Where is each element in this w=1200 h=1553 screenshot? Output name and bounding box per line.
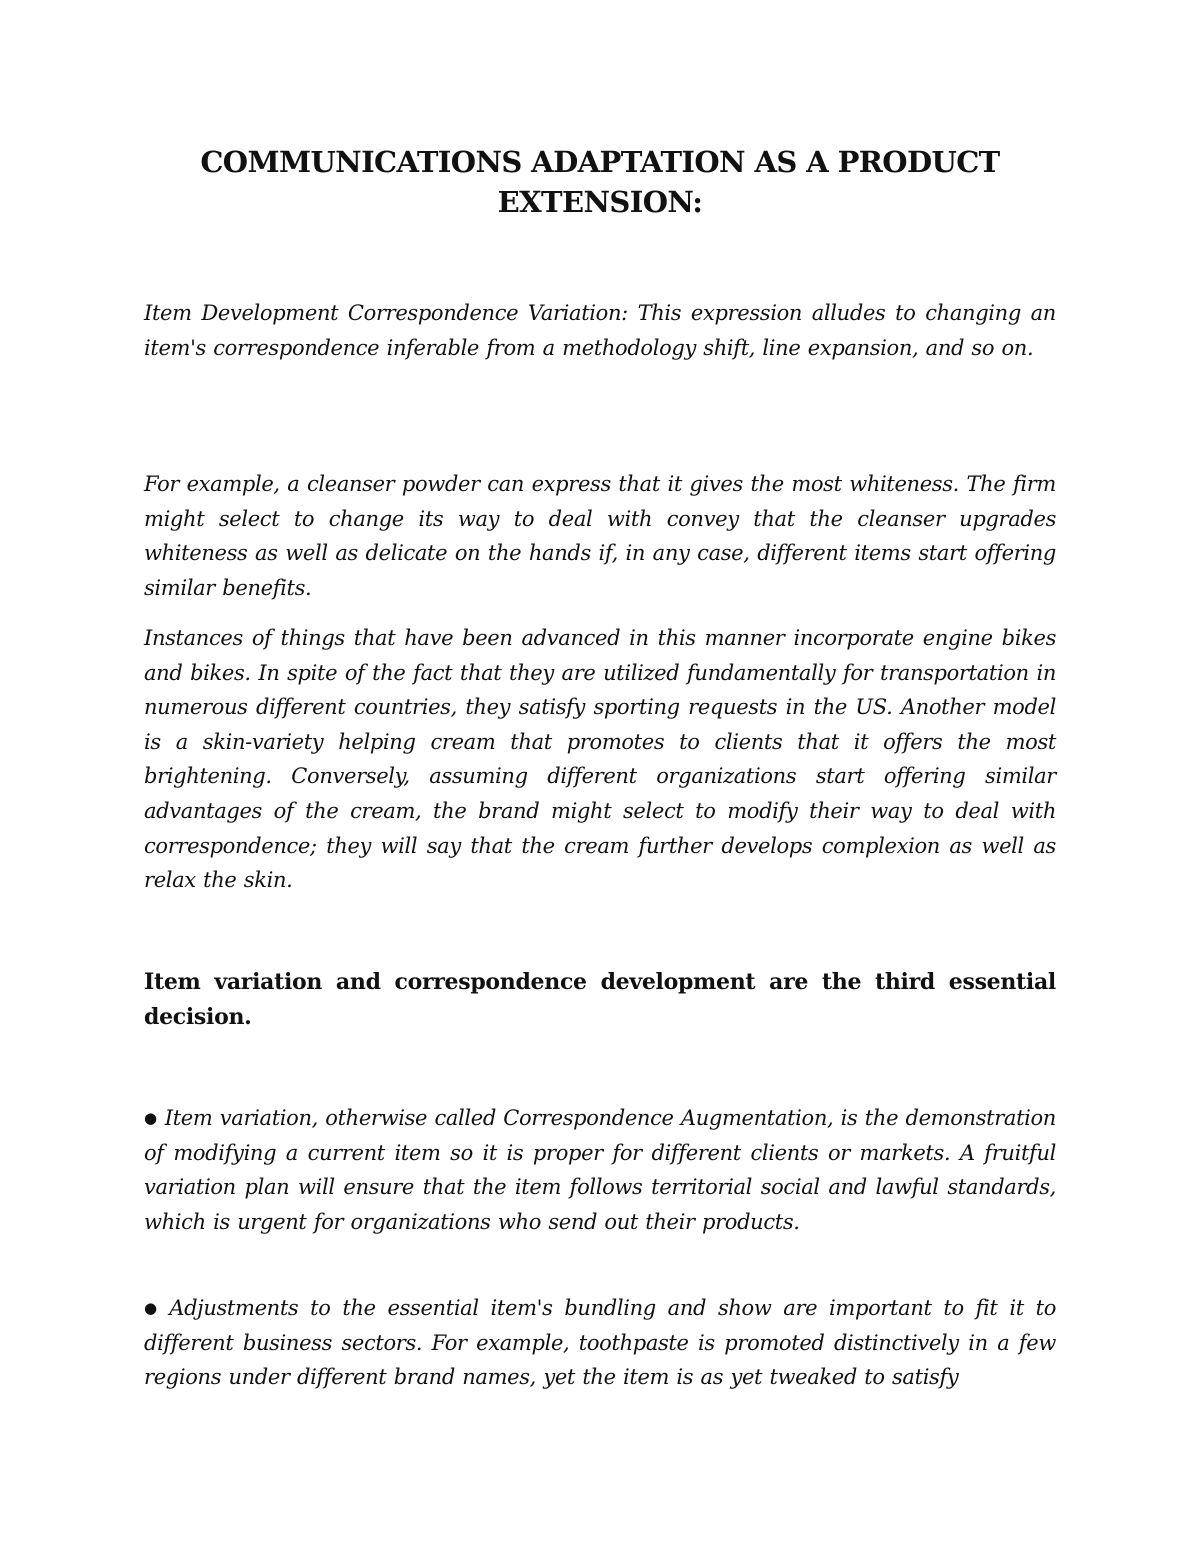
title-line-1: COMMUNICATIONS ADAPTATION AS A PRODUCT xyxy=(200,145,1000,179)
document-page xyxy=(144,0,1056,1553)
title-line-2: EXTENSION: xyxy=(497,185,703,219)
bullet-item-variation xyxy=(144,1101,1056,1239)
bullet-icon: ● xyxy=(144,1109,157,1127)
document-title xyxy=(144,142,1056,222)
bullet-adjustments xyxy=(144,1291,1056,1395)
section-heading: Item variation and correspondence development are the third essential decision. xyxy=(144,969,1056,1030)
paragraph-instances: Instances of things that have been advanced in this manner incorporate engine bikes and bikes. In spite of the fact that they are utilized fundamentally for transportation in numerous different countries, they satisfy sporting requests in the US. Another model is a skin-variety helping cream that promotes to clients that it offers the most brightening. Conversely, assuming different organizations start offering similar advantages of the cream, the brand might select to modify their way to deal with correspondence; they will say that the cream further develops complexion as well as relax the skin. xyxy=(144,626,1056,893)
paragraph-example: For example, a cleanser powder can express that it gives the most whiteness. The firm might select to change its way to deal with convey that the cleanser upgrades whiteness as well as delicate on the hands if, in any case, different items start offering similar benefits. xyxy=(144,472,1056,600)
paragraph-definition: Item Development Correspondence Variation: This expression alludes to changing an item's correspondence inferable from a methodology shift, line expansion, and so on. xyxy=(144,301,1056,360)
bullet-icon: ● xyxy=(144,1299,162,1317)
bullet-text: Adjustments to the essential item's bundling and show are important to fit it to different business sectors. For example, toothpaste is promoted distinctively in a few regions under different brand names, yet the item is as yet tweaked to satisfy xyxy=(144,1296,1056,1390)
bullet-text: Item variation, otherwise called Correspondence Augmentation, is the demonstration of modifying a current item so it is proper for different clients or markets. A fruitful variation plan will ensure that the item follows territorial social and lawful standards, which is urgent for organizations who send out their products. xyxy=(144,1106,1056,1234)
